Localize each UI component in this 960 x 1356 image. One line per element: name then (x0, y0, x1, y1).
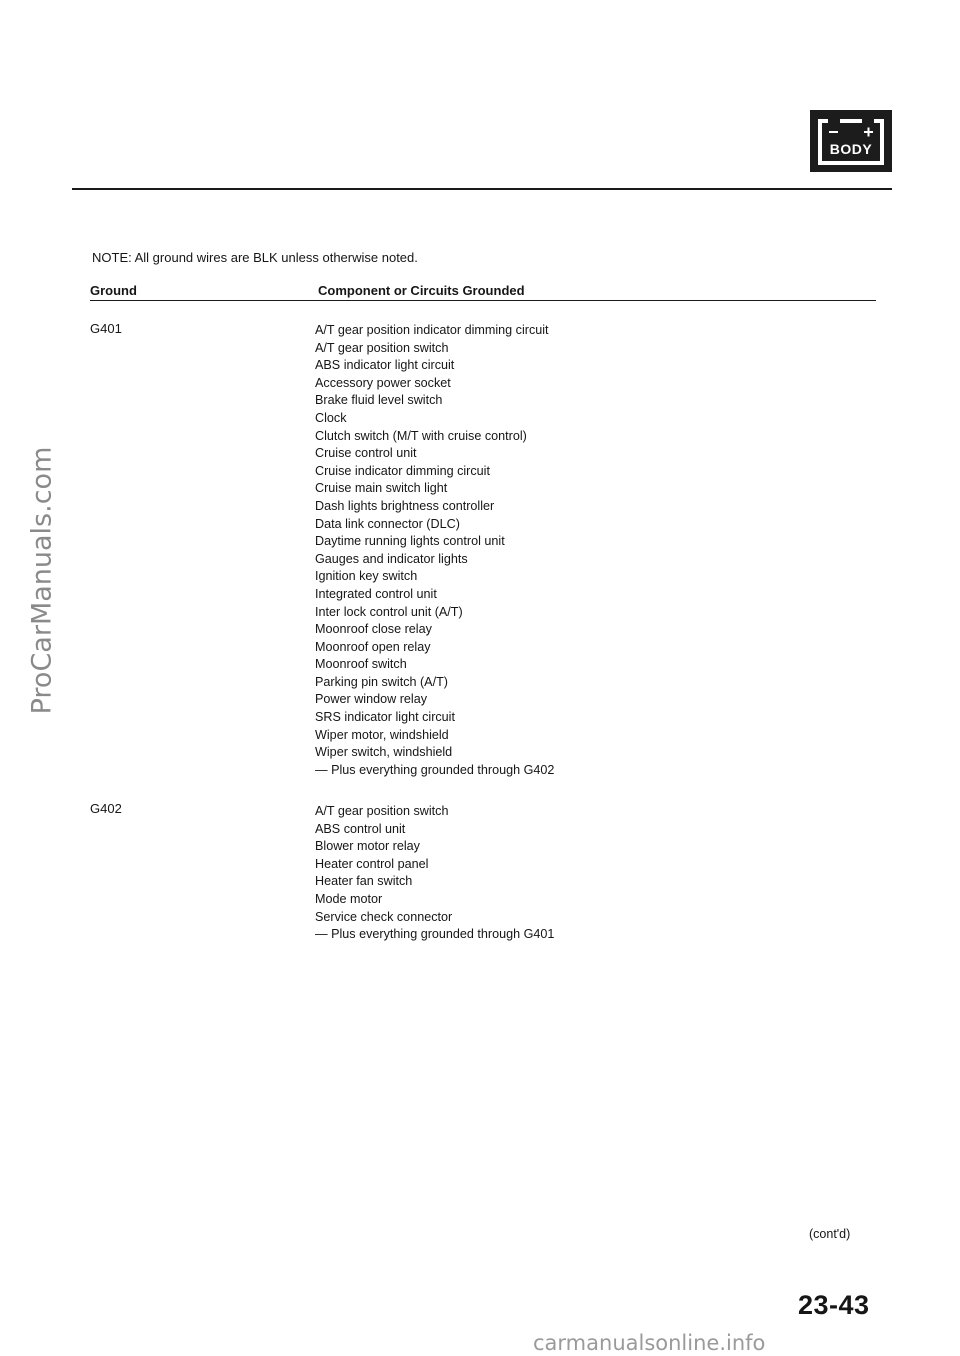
component-item: Daytime running lights control unit (315, 534, 505, 549)
component-item: ABS indicator light circuit (315, 358, 455, 373)
component-list-g401 (315, 322, 554, 779)
column-header-components: Component or Circuits Grounded (318, 283, 525, 298)
battery-body-label: BODY (829, 141, 873, 157)
component-item: Wiper switch, windshield (315, 745, 453, 760)
component-item: Power window relay (315, 692, 427, 707)
component-item: Wiper motor, windshield (315, 727, 449, 742)
table-header-rule (90, 300, 876, 301)
side-watermark (12, 360, 72, 800)
component-item: A/T gear position switch (315, 804, 449, 818)
component-item: Brake fluid level switch (315, 393, 443, 408)
component-item: Heater control panel (315, 856, 429, 871)
component-item: A/T gear position indicator dimming circuit (315, 323, 549, 337)
side-watermark-text: ProCarManuals.com (26, 446, 58, 714)
component-item: Cruise indicator dimming circuit (315, 463, 490, 478)
component-item: Clock (315, 410, 347, 425)
header-rule (72, 188, 892, 190)
component-item-plus-g402: — Plus everything grounded through G402 (315, 762, 555, 777)
continued-label: (cont'd) (809, 1227, 851, 1241)
component-item: Integrated control unit (315, 586, 437, 601)
component-item: A/T gear position switch (315, 340, 449, 355)
column-header-ground: Ground (90, 283, 137, 298)
component-item: SRS indicator light circuit (315, 710, 455, 725)
component-item: Inter lock control unit (A/T) (315, 604, 463, 619)
component-item: Moonroof switch (315, 657, 407, 672)
component-item: Data link connector (DLC) (315, 516, 460, 531)
component-item-plus-g401: — Plus everything grounded through G401 (315, 927, 555, 942)
component-item: Heater fan switch (315, 874, 413, 889)
battery-body-icon (810, 110, 892, 172)
bottom-watermark: carmanualsonline.info (533, 1331, 766, 1355)
component-item: Cruise control unit (315, 446, 417, 461)
component-item: ABS control unit (315, 821, 406, 836)
component-item: Service check connector (315, 909, 453, 924)
page-number: 23-43 (798, 1290, 870, 1320)
component-item: Clutch switch (M/T with cruise control) (315, 428, 527, 443)
component-item: Blower motor relay (315, 839, 420, 854)
component-item: Parking pin switch (A/T) (315, 674, 448, 689)
component-item: Ignition key switch (315, 569, 418, 584)
ground-id-g402: G402 (90, 801, 122, 816)
component-item: Mode motor (315, 891, 383, 906)
component-item: Gauges and indicator lights (315, 551, 468, 566)
ground-id-g401: G401 (90, 321, 122, 336)
component-item: Cruise main switch light (315, 481, 448, 496)
ground-note: NOTE: All ground wires are BLK unless otherwise noted. (92, 250, 418, 265)
component-item: Moonroof open relay (315, 639, 431, 654)
component-item: Accessory power socket (315, 375, 451, 390)
component-item: Dash lights brightness controller (315, 498, 495, 513)
component-item: Moonroof close relay (315, 622, 432, 637)
component-list-g402 (315, 803, 554, 944)
